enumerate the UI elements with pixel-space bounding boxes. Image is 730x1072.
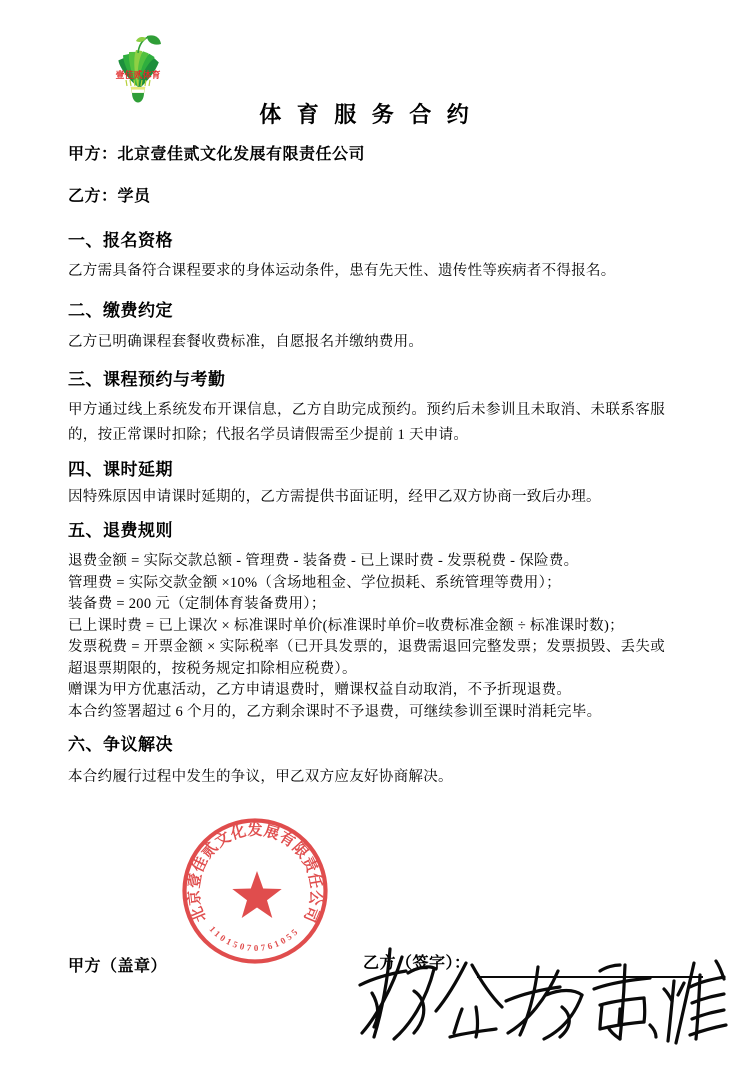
seal-company-text: 北京壹佳贰文化发展有限责任公司 xyxy=(186,823,324,924)
section-paragraph: 因特殊原因申请课时延期的，乙方需提供书面证明，经甲乙双方协商一致后办理。 xyxy=(68,489,601,505)
refund-formula-line: 本合约签署超过 6 个月的，乙方剩余课时不予退费，可继续参训至课时消耗完毕。 xyxy=(68,703,602,720)
refund-formula-line: 已上课时费 = 已上课次 × 标准课时单价(标准课时单价=收费标准金额 ÷ 标准课时数)； xyxy=(68,617,624,634)
section-deferral xyxy=(68,458,665,510)
logo-text: 壹佳贰体育 xyxy=(115,70,161,80)
party-b-line: 乙方：学员 xyxy=(68,188,151,205)
refund-formula-line: 管理费 = 实际交款金额 ×10%（含场地租金、学位损耗、系统管理等费用）； xyxy=(68,574,561,591)
party-a-line: 甲方：北京壹佳贰文化发展有限责任公司 xyxy=(68,146,366,163)
refund-formula-line: 发票税费 = 开票金额 × 实际税率（已开具发票的，退费需退回完整发票；发票损毁、丢失或超退票期限的，按税务规定扣除相应税费）。 xyxy=(68,639,665,677)
refund-formula-line: 装备费 = 200 元（定制体育装备费用）； xyxy=(68,596,326,612)
party-b-sign-label: 乙方（签字）： xyxy=(363,955,471,972)
company-seal xyxy=(180,816,330,966)
section-refund xyxy=(68,519,665,723)
section-heading: 六、争议解决 xyxy=(68,735,173,754)
leaf-icon xyxy=(136,35,161,53)
section-heading: 二、缴费约定 xyxy=(68,301,173,320)
seal-star-icon xyxy=(232,871,281,918)
feather-quills xyxy=(126,80,150,86)
section-heading: 三、课程预约与考勤 xyxy=(68,370,226,389)
refund-formula-line: 退费金额 = 实际交款总额 - 管理费 - 装备费 - 已上课时费 - 发票税费 - 保险费。 xyxy=(68,553,579,569)
page-title: 体 育 服 务 合 约 xyxy=(259,102,474,127)
section-heading: 五、退费规则 xyxy=(68,521,173,540)
section-dispute xyxy=(68,733,665,790)
section-enrollment xyxy=(68,229,665,284)
section-payment xyxy=(68,299,665,355)
section-paragraph: 本合约履行过程中发生的争议，甲乙双方应友好协商解决。 xyxy=(68,769,453,785)
section-paragraph: 乙方需具备符合课程要求的身体运动条件，患有先天性、遗传性等疾病者不得报名。 xyxy=(68,263,616,279)
contract-body xyxy=(0,100,730,790)
company-logo xyxy=(103,33,173,107)
refund-formula-line: 赠课为甲方优惠活动，乙方申请退费时，赠课权益自动取消，不予折现退费。 xyxy=(68,682,572,698)
seal-number-text: 11015070761055 xyxy=(207,924,300,954)
shuttlecock-cork xyxy=(131,87,145,103)
handwritten-signature xyxy=(338,923,730,1068)
party-a-seal-label: 甲方（盖章） xyxy=(68,958,168,975)
section-heading: 四、课时延期 xyxy=(68,460,173,479)
section-booking xyxy=(68,368,665,448)
section-paragraph: 乙方已明确课程套餐收费标准，自愿报名并缴纳费用。 xyxy=(68,334,424,350)
section-paragraph: 甲方通过线上系统发布开课信息，乙方自助完成预约。预约后未参训且未取消、未联系客服的，按正常课时扣除；代报名学员请假需至少提前 1 天申请。 xyxy=(68,402,665,443)
section-heading: 一、报名资格 xyxy=(68,231,173,250)
